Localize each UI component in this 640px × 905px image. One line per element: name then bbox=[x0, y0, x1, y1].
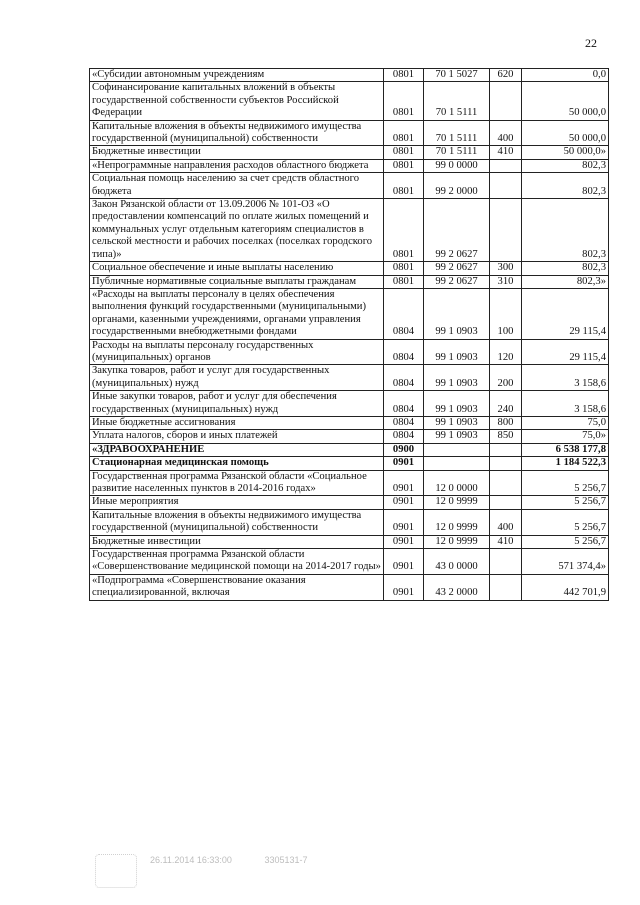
row-expense-type bbox=[490, 82, 522, 120]
row-name: Стационарная медицинская помощь bbox=[90, 457, 384, 470]
table-row bbox=[90, 430, 609, 443]
row-section-code: 0804 bbox=[384, 391, 424, 417]
row-name: Иные мероприятия bbox=[90, 496, 384, 509]
table-row bbox=[90, 496, 609, 509]
row-section-code: 0804 bbox=[384, 339, 424, 365]
row-expense-type: 200 bbox=[490, 365, 522, 391]
row-section-code: 0900 bbox=[384, 443, 424, 456]
row-name: Иные закупки товаров, работ и услуг для обеспечения государственных (муниципальных) нужд bbox=[90, 391, 384, 417]
table-row bbox=[90, 82, 609, 120]
row-article-code: 43 2 0000 bbox=[424, 574, 490, 600]
row-amount: 5 256,7 bbox=[522, 535, 609, 548]
row-name: Расходы на выплаты персоналу государственных (муниципальных) органов bbox=[90, 339, 384, 365]
row-expense-type bbox=[490, 574, 522, 600]
row-expense-type: 800 bbox=[490, 416, 522, 429]
row-section-code: 0804 bbox=[384, 416, 424, 429]
row-article-code: 99 0 0000 bbox=[424, 159, 490, 172]
row-expense-type bbox=[490, 470, 522, 496]
row-article-code: 12 0 9999 bbox=[424, 509, 490, 535]
row-amount: 75,0 bbox=[522, 416, 609, 429]
row-article-code: 99 1 0903 bbox=[424, 391, 490, 417]
row-section-code: 0901 bbox=[384, 509, 424, 535]
row-expense-type: 100 bbox=[490, 288, 522, 339]
row-article-code: 12 0 9999 bbox=[424, 496, 490, 509]
row-name: «ЗДРАВООХРАНЕНИЕ bbox=[90, 443, 384, 456]
row-name: Публичные нормативные социальные выплаты гражданам bbox=[90, 275, 384, 288]
row-amount: 75,0» bbox=[522, 430, 609, 443]
table-row bbox=[90, 339, 609, 365]
row-expense-type bbox=[490, 159, 522, 172]
row-expense-type: 410 bbox=[490, 535, 522, 548]
row-article-code: 70 1 5111 bbox=[424, 82, 490, 120]
row-name: «Субсидии автономным учреждениям bbox=[90, 69, 384, 82]
budget-table-body bbox=[90, 69, 609, 601]
row-expense-type: 120 bbox=[490, 339, 522, 365]
row-name: Иные бюджетные ассигнования bbox=[90, 416, 384, 429]
row-amount: 0,0 bbox=[522, 69, 609, 82]
row-name: Уплата налогов, сборов и иных платежей bbox=[90, 430, 384, 443]
row-amount: 802,3 bbox=[522, 173, 609, 199]
table-row bbox=[90, 574, 609, 600]
row-expense-type bbox=[490, 457, 522, 470]
row-name: Бюджетные инвестиции bbox=[90, 146, 384, 159]
budget-table bbox=[89, 68, 609, 601]
row-name: Государственная программа Рязанской области «Совершенствование медицинской помощи на 2014-2017 годы» bbox=[90, 549, 384, 575]
row-section-code: 0804 bbox=[384, 430, 424, 443]
page-number: 22 bbox=[585, 36, 597, 50]
row-amount: 1 184 522,3 bbox=[522, 457, 609, 470]
row-article-code: 70 1 5027 bbox=[424, 69, 490, 82]
table-row bbox=[90, 275, 609, 288]
table-row bbox=[90, 391, 609, 417]
table-row bbox=[90, 173, 609, 199]
row-article-code: 99 2 0000 bbox=[424, 173, 490, 199]
table-row bbox=[90, 443, 609, 456]
row-article-code: 99 1 0903 bbox=[424, 416, 490, 429]
row-amount: 29 115,4 bbox=[522, 288, 609, 339]
row-article-code: 99 2 0627 bbox=[424, 262, 490, 275]
row-article-code: 99 1 0903 bbox=[424, 430, 490, 443]
table-row bbox=[90, 535, 609, 548]
row-section-code: 0901 bbox=[384, 470, 424, 496]
row-name: Социальная помощь населению за счет средств областного бюджета bbox=[90, 173, 384, 199]
row-article-code: 99 1 0903 bbox=[424, 288, 490, 339]
row-article-code: 12 0 0000 bbox=[424, 470, 490, 496]
row-name: «Расходы на выплаты персоналу в целях обеспечения выполнения функций государственными (муниципальными) органами, казенными учреждениями, органами управления государственными внебюджетными фондами bbox=[90, 288, 384, 339]
table-row bbox=[90, 120, 609, 146]
row-section-code: 0901 bbox=[384, 574, 424, 600]
row-expense-type: 410 bbox=[490, 146, 522, 159]
row-name: Капитальные вложения в объекты недвижимого имущества государственной (муниципальной) собственности bbox=[90, 120, 384, 146]
row-article-code: 99 1 0903 bbox=[424, 339, 490, 365]
row-amount: 802,3 bbox=[522, 199, 609, 262]
row-section-code: 0801 bbox=[384, 262, 424, 275]
row-amount: 571 374,4» bbox=[522, 549, 609, 575]
row-section-code: 0901 bbox=[384, 549, 424, 575]
row-section-code: 0801 bbox=[384, 120, 424, 146]
table-row bbox=[90, 457, 609, 470]
row-name: Бюджетные инвестиции bbox=[90, 535, 384, 548]
row-amount: 802,3» bbox=[522, 275, 609, 288]
row-article-code: 70 1 5111 bbox=[424, 120, 490, 146]
faint-signature-stamp bbox=[440, 856, 550, 882]
row-expense-type: 400 bbox=[490, 120, 522, 146]
table-row bbox=[90, 69, 609, 82]
row-expense-type bbox=[490, 443, 522, 456]
row-expense-type: 850 bbox=[490, 430, 522, 443]
footer-doc-id: 3305131-7 bbox=[264, 855, 308, 865]
row-section-code: 0801 bbox=[384, 159, 424, 172]
row-expense-type: 400 bbox=[490, 509, 522, 535]
row-name: Закупка товаров, работ и услуг для государственных (муниципальных) нужд bbox=[90, 365, 384, 391]
table-row bbox=[90, 199, 609, 262]
row-section-code: 0901 bbox=[384, 496, 424, 509]
table-row bbox=[90, 262, 609, 275]
row-section-code: 0801 bbox=[384, 275, 424, 288]
row-amount: 29 115,4 bbox=[522, 339, 609, 365]
document-footer bbox=[150, 855, 337, 865]
row-article-code: 99 1 0903 bbox=[424, 365, 490, 391]
row-name: «Непрограммные направления расходов областного бюджета bbox=[90, 159, 384, 172]
table-row bbox=[90, 549, 609, 575]
row-section-code: 0901 bbox=[384, 457, 424, 470]
footer-timestamp: 26.11.2014 16:33:00 bbox=[150, 855, 232, 865]
row-article-code: 43 0 0000 bbox=[424, 549, 490, 575]
row-section-code: 0901 bbox=[384, 535, 424, 548]
table-row bbox=[90, 146, 609, 159]
row-section-code: 0801 bbox=[384, 69, 424, 82]
row-section-code: 0801 bbox=[384, 146, 424, 159]
row-amount: 5 256,7 bbox=[522, 496, 609, 509]
row-amount: 5 256,7 bbox=[522, 509, 609, 535]
row-article-code: 70 1 5111 bbox=[424, 146, 490, 159]
row-expense-type: 240 bbox=[490, 391, 522, 417]
row-section-code: 0801 bbox=[384, 199, 424, 262]
row-name: Закон Рязанской области от 13.09.2006 № 101-ОЗ «О предоставлении компенсаций по оплате жилых помещений и коммунальных услуг отдельным категориям специалистов в сельской местности и рабочих поселках (поселках городского типа)» bbox=[90, 199, 384, 262]
row-amount: 802,3 bbox=[522, 262, 609, 275]
row-article-code bbox=[424, 443, 490, 456]
row-article-code bbox=[424, 457, 490, 470]
row-amount: 3 158,6 bbox=[522, 365, 609, 391]
table-row bbox=[90, 365, 609, 391]
row-article-code: 12 0 9999 bbox=[424, 535, 490, 548]
table-row bbox=[90, 509, 609, 535]
row-amount: 50 000,0 bbox=[522, 82, 609, 120]
row-section-code: 0804 bbox=[384, 365, 424, 391]
row-name: Социальное обеспечение и иные выплаты населению bbox=[90, 262, 384, 275]
table-row bbox=[90, 288, 609, 339]
row-amount: 802,3 bbox=[522, 159, 609, 172]
row-name: «Подпрограмма «Совершенствование оказания специализированной, включая bbox=[90, 574, 384, 600]
row-name: Капитальные вложения в объекты недвижимого имущества государственной (муниципальной) собственности bbox=[90, 509, 384, 535]
row-name: Софинансирование капитальных вложений в объекты государственной собственности субъектов Российской Федерации bbox=[90, 82, 384, 120]
table-row bbox=[90, 159, 609, 172]
row-expense-type bbox=[490, 199, 522, 262]
row-amount: 50 000,0» bbox=[522, 146, 609, 159]
row-expense-type bbox=[490, 173, 522, 199]
row-section-code: 0801 bbox=[384, 173, 424, 199]
table-row bbox=[90, 470, 609, 496]
barcode-stamp bbox=[95, 854, 137, 888]
row-amount: 6 538 177,8 bbox=[522, 443, 609, 456]
row-section-code: 0804 bbox=[384, 288, 424, 339]
row-expense-type bbox=[490, 549, 522, 575]
row-amount: 50 000,0 bbox=[522, 120, 609, 146]
row-section-code: 0801 bbox=[384, 82, 424, 120]
row-expense-type: 310 bbox=[490, 275, 522, 288]
row-expense-type: 300 bbox=[490, 262, 522, 275]
row-name: Государственная программа Рязанской области «Социальное развитие населенных пунктов в 2014-2016 годах» bbox=[90, 470, 384, 496]
row-expense-type: 620 bbox=[490, 69, 522, 82]
row-amount: 442 701,9 bbox=[522, 574, 609, 600]
row-expense-type bbox=[490, 496, 522, 509]
table-row bbox=[90, 416, 609, 429]
row-article-code: 99 2 0627 bbox=[424, 199, 490, 262]
row-amount: 3 158,6 bbox=[522, 391, 609, 417]
row-amount: 5 256,7 bbox=[522, 470, 609, 496]
row-article-code: 99 2 0627 bbox=[424, 275, 490, 288]
